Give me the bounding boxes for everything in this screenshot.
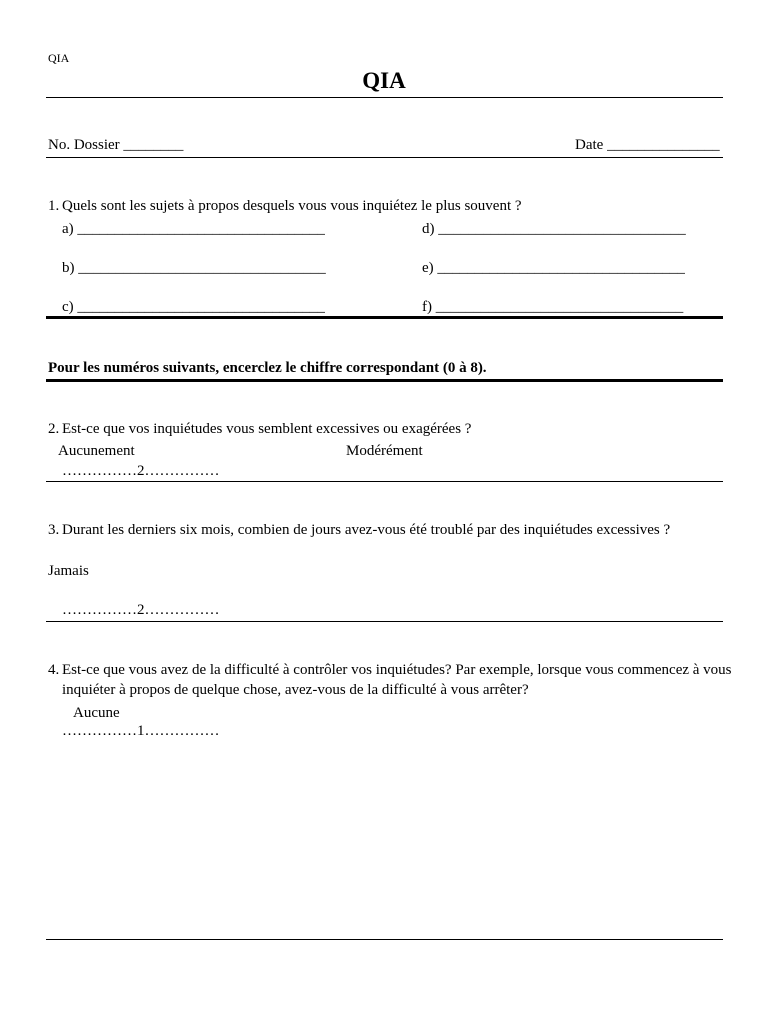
question-3-number: 3. — [48, 522, 60, 538]
dossier-field[interactable]: No. Dossier ________ — [48, 137, 184, 153]
rating-scale[interactable]: ……………1…………… — [62, 723, 220, 739]
divider-thick — [46, 316, 723, 319]
answer-line-f[interactable]: f) _________________________________ — [422, 299, 684, 315]
answer-line-b[interactable]: b) _________________________________ — [62, 260, 326, 276]
answer-line-c[interactable]: c) _________________________________ — [62, 299, 325, 315]
question-4-text-line-1: Est-ce que vous avez de la difficulté à contrôler vos inquiétudes? Par exemple, lorsque vous commencez à vous — [62, 662, 732, 678]
question-4-text-line-2: inquiéter à propos de quelque chose, avez-vous de la difficulté à vous arrêter? — [62, 682, 529, 698]
divider — [46, 97, 723, 98]
rating-scale[interactable]: ……………2…………… — [62, 602, 220, 618]
date-field[interactable]: Date _______________ — [575, 137, 720, 153]
scale-label-left: Jamais — [48, 563, 89, 579]
rating-scale[interactable]: ……………2…………… — [62, 463, 220, 479]
scale-label-left: Aucune — [73, 705, 120, 721]
instruction-text: Pour les numéros suivants, encerclez le chiffre correspondant (0 à 8). — [48, 360, 487, 376]
answer-line-d[interactable]: d) _________________________________ — [422, 221, 686, 237]
question-2-number: 2. — [48, 421, 60, 437]
question-1-text: Quels sont les sujets à propos desquels vous vous inquiétez le plus souvent ? — [62, 198, 522, 214]
question-4-number: 4. — [48, 662, 60, 678]
divider-thick — [46, 379, 723, 382]
answer-line-e[interactable]: e) _________________________________ — [422, 260, 685, 276]
running-header: QIA — [48, 51, 70, 65]
divider — [46, 481, 723, 482]
scale-label-left: Aucunement — [58, 443, 135, 459]
divider — [46, 157, 723, 158]
divider — [46, 621, 723, 622]
footer-divider — [46, 939, 723, 940]
question-3-text: Durant les derniers six mois, combien de jours avez-vous été troublé par des inquiétudes excessives ? — [62, 522, 671, 538]
scale-label-mid: Modérément — [346, 443, 423, 459]
answer-line-a[interactable]: a) _________________________________ — [62, 221, 325, 237]
question-2-text: Est-ce que vos inquiétudes vous semblent excessives ou exagérées ? — [62, 421, 472, 437]
question-1-number: 1. — [48, 198, 60, 214]
page-title: QIA — [362, 68, 406, 93]
